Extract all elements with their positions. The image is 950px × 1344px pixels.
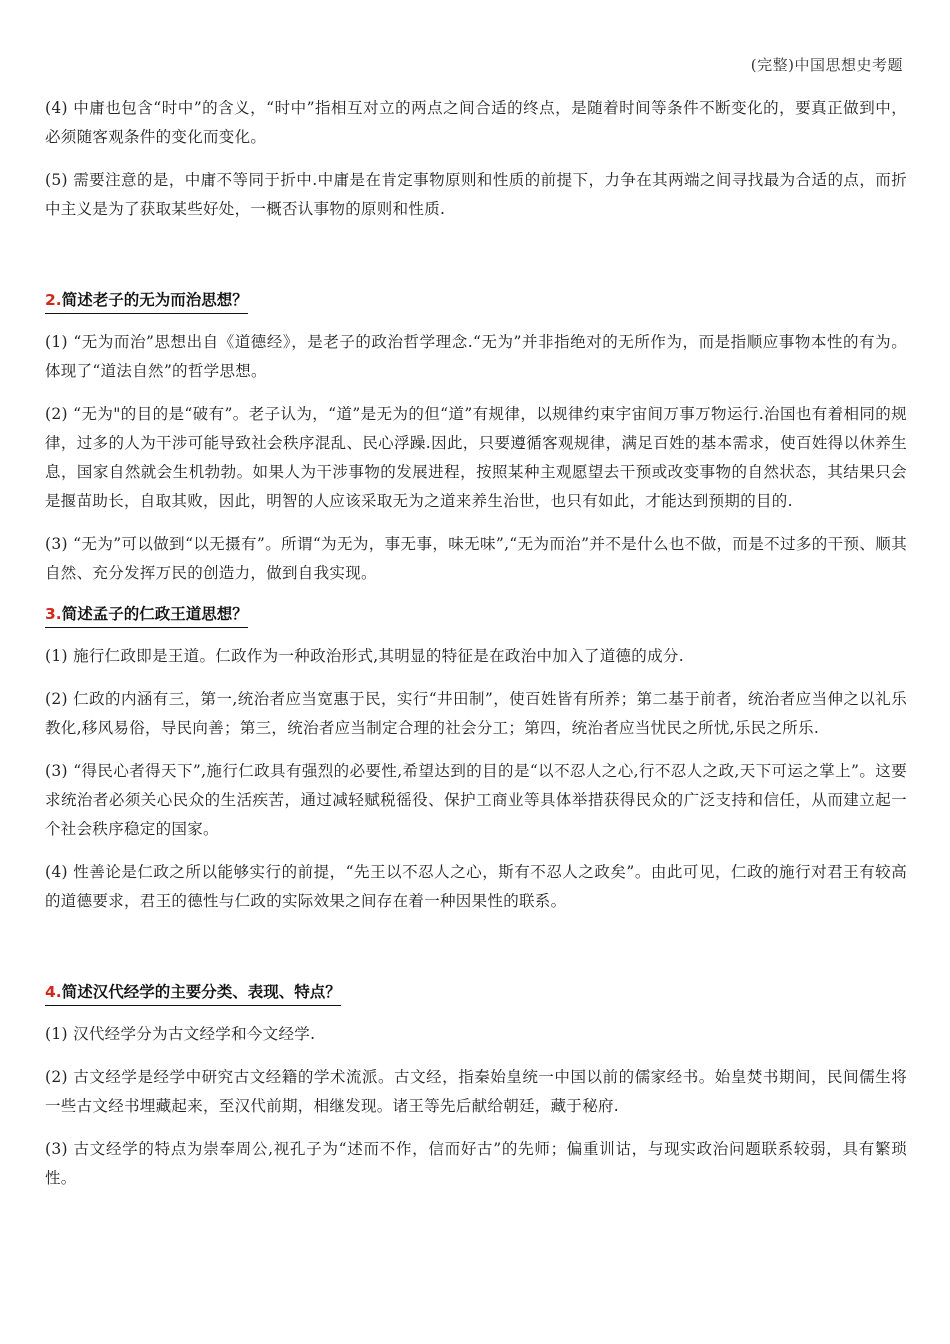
- paragraph: (5) 需要注意的是，中庸不等同于折中.中庸是在肯定事物原则和性质的前提下，力争在其两端之间寻找最为合适的点，而折中主义是为了获取某些好处，一概否认事物的原则和性质.: [45, 171, 907, 218]
- paragraph: (3) “无为”可以做到“以无摄有”。所谓“为无为，事无事，味无味”,“无为而治”并不是什么也不做，而是不过多的干预、顺其自然、充分发挥万民的创造力，做到自我实现。: [45, 535, 907, 582]
- section-heading: [45, 602, 248, 628]
- paragraph: (1) “无为而治”思想出自《道德经》，是老子的政治哲学理念.“无为”并非指绝对的无所作为，而是指顺应事物本性的有为。体现了“道法自然”的哲学思想。: [45, 333, 907, 380]
- section-title-text: 简述汉代经学的主要分类、表现、特点？: [61, 983, 341, 1001]
- section-heading-wrap: [45, 980, 907, 1006]
- paragraph: (2) “无为"的目的是“破有”。老子认为，“道”是无为的但“道”有规律，以规律约束宇宙间万事万物运行.治国也有着相同的规律，过多的人为干涉可能导致社会秩序混乱、民心浮躁.因此，只要遵循客观规律，满足百姓的基本需求，使百姓得以休养生息，国家自然就会生机勃勃。如果人为干涉事物的发展进程，按照某种主观愿望去干预或改变事物的自然状态，其结果只会是揠苗助长，自取其败，因此，明智的人应该采取无为之道来养生治世，也只有如此，才能达到预期的目的.: [45, 405, 907, 510]
- paragraph: (4) 中庸也包含“时中”的含义，“时中”指相互对立的两点之间合适的终点，是随着时间等条件不断变化的，要真正做到中，必须随客观条件的变化而变化。: [45, 99, 907, 146]
- section-heading: [45, 288, 248, 314]
- paragraph: (3) “得民心者得天下”,施行仁政具有强烈的必要性,希望达到的目的是“以不忍人之心,行不忍人之政,天下可运之掌上”。这要求统治者必须关心民众的生活疾苦，通过减轻赋税徭役、保护工商业等具体举措获得民众的广泛支持和信任，从而建立起一个社会秩序稳定的国家。: [45, 762, 907, 838]
- section-heading-wrap: [45, 602, 907, 628]
- spacer: [45, 930, 907, 980]
- running-header: (完整)中国思想史考题: [750, 56, 903, 74]
- section-number: 2.: [45, 291, 62, 309]
- paragraph: (4) 性善论是仁政之所以能够实行的前提，“先王以不忍人之心，斯有不忍人之政矣”。由此可见，仁政的施行对君王有较高的道德要求，君王的德性与仁政的实际效果之间存在着一种因果性的联系。: [45, 863, 907, 910]
- section-number: 3.: [45, 605, 62, 623]
- paragraph: (2) 古文经学是经学中研究古文经籍的学术流派。古文经，指秦始皇统一中国以前的儒家经书。始皇焚书期间，民间儒生将一些古文经书埋藏起来，至汉代前期，相继发现。诸王等先后献给朝廷，藏于秘府.: [45, 1068, 907, 1115]
- document-body: [45, 94, 907, 1207]
- paragraph: (2) 仁政的内涵有三，第一,统治者应当宽惠于民，实行“井田制”，使百姓皆有所养；第二基于前者，统治者应当伸之以礼乐教化,移风易俗，导民向善；第三，统治者应当制定合理的社会分工；第四，统治者应当忧民之所忧,乐民之所乐.: [45, 690, 907, 737]
- paragraph: (1) 汉代经学分为古文经学和今文经学.: [45, 1025, 316, 1043]
- paragraph: (3) 古文经学的特点为崇奉周公,视孔子为“述而不作，信而好古”的先师；偏重训诂，与现实政治问题联系较弱，具有繁琐性。: [45, 1140, 907, 1187]
- section-title-text: 简述老子的无为而治思想？: [61, 291, 248, 309]
- spacer: [45, 238, 907, 288]
- section-heading: [45, 980, 341, 1006]
- section-heading-wrap: [45, 288, 907, 314]
- section-title-text: 简述孟子的仁政王道思想？: [61, 605, 248, 623]
- paragraph: (1) 施行仁政即是王道。仁政作为一种政治形式,其明显的特征是在政治中加入了道德的成分.: [45, 647, 684, 665]
- section-number: 4.: [45, 983, 62, 1001]
